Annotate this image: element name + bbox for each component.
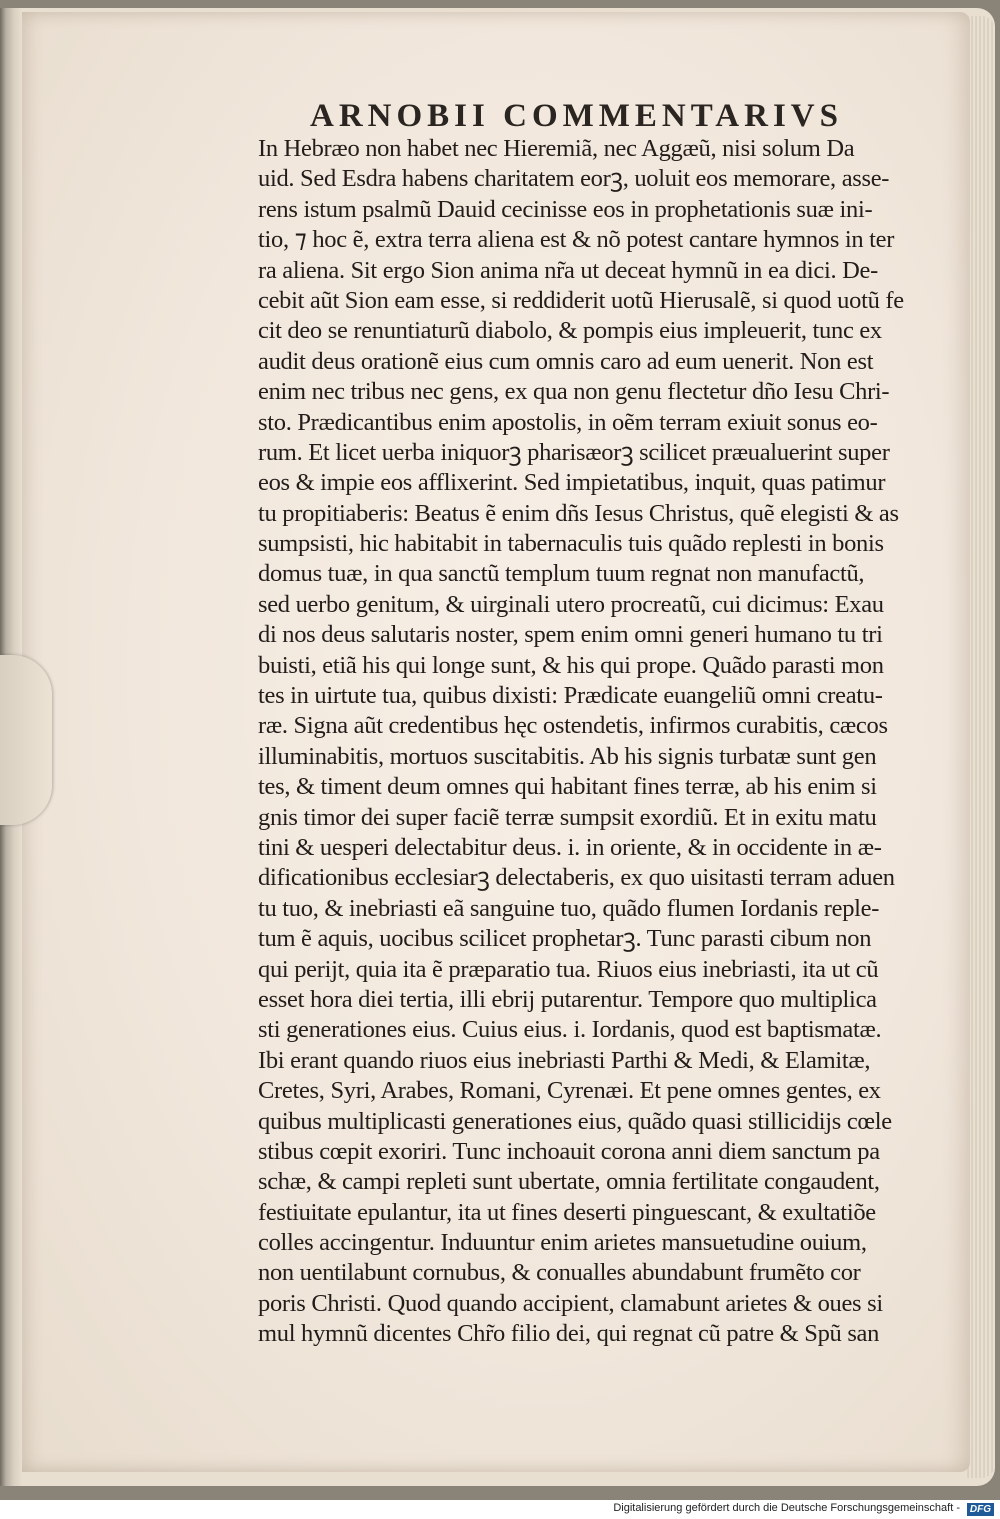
- funding-notice: Digitalisierung gefördert durch die Deutsche Forschungsgemeinschaft -: [613, 1502, 960, 1514]
- book-page: [22, 12, 970, 1472]
- text-line: tini & uesperi delectabitur deus. i. in oriente, & in occidente in æ-: [258, 833, 882, 861]
- text-line: di nos deus salutaris noster, spem enim omni generi humano tu tri: [258, 621, 883, 649]
- text-line: sumpsisti, hic habitabit in tabernaculis tuis quãdo replesti in bonis: [258, 530, 884, 558]
- text-line: tes, & timent deum omnes qui habitant fines terræ, ab his enim si: [258, 773, 877, 801]
- text-line: tu propitiaberis: Beatus ẽ enim dñs Iesus Christus, quẽ elegisti & as: [258, 499, 899, 527]
- page-clip: [0, 655, 52, 825]
- text-line: cit deo se renuntiaturũ diabolo, & pompis eius impleuerit, tunc ex: [258, 317, 882, 345]
- text-line: cebit aũt Sion eam esse, si reddiderit uotũ Hierusalẽ, si quod uotũ fe: [258, 286, 904, 314]
- text-line: mul hymnũ dicentes Chr̃o filio dei, qui regnat cũ patre & Spũ san: [258, 1320, 880, 1348]
- text-line: audit deus orationẽ eius cum omnis caro ad eum uenerit. Non est: [258, 347, 874, 375]
- text-line: festiuitate epulantur, ita ut fines deserti pinguescant, & exultatiõe: [258, 1198, 876, 1226]
- text-line: uid. Sed Esdra habens charitatem eorꝫ, uoluit eos memorare, asse-: [258, 165, 890, 193]
- text-line: Cretes, Syri, Arabes, Romani, Cyrenæi. Et pene omnes gentes, ex: [258, 1077, 881, 1105]
- text-line: eos & impie eos afflixerint. Sed impietatibus, inquit, quas patimur: [258, 469, 886, 497]
- text-line: enim nec tribus nec gens, ex qua non genu flectetur dño Iesu Chri-: [258, 378, 890, 406]
- text-line: tu tuo, & inebriasti eã sanguine tuo, quãdo flumen Iordanis reple-: [258, 894, 880, 922]
- text-line: gnis timor dei super faciẽ terræ sumpsit exordiũ. Et in exitu matu: [258, 803, 877, 831]
- text-line: quibus multiplicasti generationes eius, quãdo quasi stillicidijs cœle: [258, 1107, 892, 1135]
- text-line: tio, ⁊ hoc ẽ, extra terra aliena est & nõ potest cantare hymnos in ter: [258, 226, 895, 254]
- text-line: domus tuæ, in qua sanctũ templum tuum regnat non manufactũ,: [258, 560, 865, 588]
- text-line: sti generationes eius. Cuius eius. i. Iordanis, quod est baptismatæ.: [258, 1016, 882, 1044]
- text-line: dificationibus ecclesiarꝫ delectaberis, ex quo uisitasti terram aduen: [258, 864, 895, 892]
- text-line: rum. Et licet uerba iniquorꝫ pharisæorꝫ scilicet præualuerint super: [258, 438, 890, 466]
- text-line: non uentilabunt cornubus, & conualles abundabunt frumẽto cor: [258, 1259, 861, 1287]
- text-line: poris Christi. Quod quando accipient, clamabunt arietes & oues si: [258, 1289, 883, 1317]
- text-line: colles accingentur. Induuntur enim arietes mansuetudine ouium,: [258, 1229, 867, 1257]
- text-line: sed uerbo genitum, & uirginali utero procreatũ, cui dicimus: Exau: [258, 590, 884, 618]
- text-line: esset hora diei tertia, illi ebrij putarentur. Tempore quo multiplica: [258, 985, 877, 1013]
- text-line: qui perijt, quia ita ẽ præparatio tua. Riuos eius inebriasti, ita ut cũ: [258, 955, 879, 983]
- footer-bar: [0, 1500, 1000, 1519]
- text-line: tes in uirtute tua, quibus dixisti: Prædicate euangeliũ omni creatu-: [258, 682, 883, 710]
- text-line: tum ẽ aquis, uocibus scilicet prophetarꝫ. Tunc parasti cibum non: [258, 925, 872, 953]
- text-line: buisti, etiã his qui longe sunt, & his qui prope. Quãdo parasti mon: [258, 651, 884, 679]
- text-line: ra aliena. Sit ergo Sion anima nr̃a ut deceat hymnũ in ea dici. De-: [258, 256, 878, 284]
- dfg-logo-icon: DFG: [967, 1503, 994, 1516]
- text-line: illuminabitis, mortuos suscitabitis. Ab his signis turbatæ sunt gen: [258, 742, 877, 770]
- text-line: stibus cœpit exoriri. Tunc inchoauit corona anni diem sanctum pa: [258, 1137, 880, 1165]
- text-line: Ibi erant quando riuos eius inebriasti Parthi & Medi, & Elamitæ,: [258, 1046, 871, 1074]
- body-text: [258, 134, 970, 1350]
- text-line: schæ, & campi repleti sunt ubertate, omnia fertilitate congaudent,: [258, 1168, 880, 1196]
- running-head: ARNOBII COMMENTARIVS: [310, 98, 843, 134]
- text-line: In Hebræo non habet nec Hieremiã, nec Aggæũ, nisi solum Da: [258, 135, 855, 162]
- text-line: ræ. Signa aũt credentibus hęc ostendetis, infirmos curabitis, cæcos: [258, 712, 888, 740]
- text-line: rens istum psalmũ Dauid cecinisse eos in prophetationis suæ ini-: [258, 195, 873, 223]
- text-line: sto. Prædicantibus enim apostolis, in oẽm terram exiuit sonus eo-: [258, 408, 878, 436]
